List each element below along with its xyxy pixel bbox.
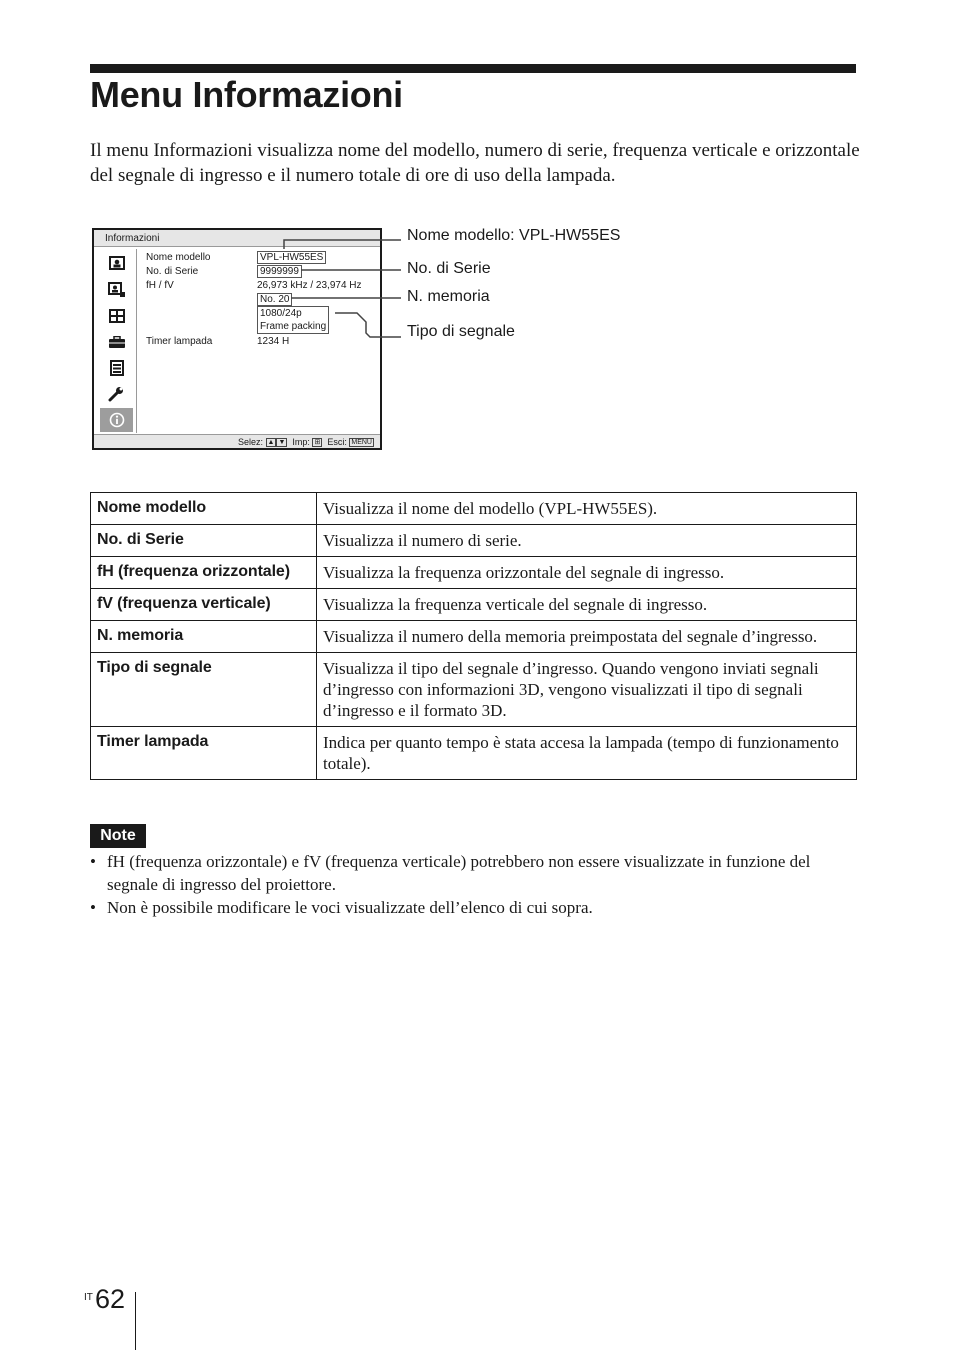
row-desc: Visualizza il numero della memoria preimpostata del segnale d’ingresso. (317, 621, 857, 653)
page-number: 62 (95, 1284, 126, 1314)
osd-value-memory: No. 20 (257, 293, 292, 306)
osd-value-signal-line1: 1080/24p (260, 308, 302, 319)
row-desc: Visualizza il nome del modello (VPL-HW55ES). (317, 493, 857, 525)
osd-label-model: Nome modello (146, 252, 211, 263)
table-row (91, 557, 857, 589)
osd-value-lamp: 1234 H (257, 336, 290, 347)
callout-model: Nome modello: VPL-HW55ES (407, 227, 621, 244)
row-term: N. memoria (91, 621, 317, 653)
row-term: fV (frequenza verticale) (91, 589, 317, 621)
table-row (91, 525, 857, 557)
osd-value-serial: 9999999 (257, 265, 302, 278)
callout-serial: No. di Serie (407, 260, 491, 277)
row-desc: Visualizza il tipo del segnale d’ingresso. Quando vengono inviati segnali d’ingresso con informazioni 3D, vengono visualizzati il tipo di segnali d’ingresso e il formato 3D. (317, 653, 857, 727)
note-badge: Note (90, 824, 146, 848)
page-title: Menu Informazioni (90, 74, 403, 115)
table-row (91, 589, 857, 621)
row-term: Nome modello (91, 493, 317, 525)
table-row (91, 493, 857, 525)
menu-key-icon: MENU (351, 439, 372, 446)
osd-label-lamp: Timer lampada (146, 336, 213, 347)
row-term: Tipo di segnale (91, 653, 317, 727)
intro-paragraph: Il menu Informazioni visualizza nome del modello, numero di serie, frequenza verticale e orizzontale del segnale di ingresso e il numero totale di ore di uso della lampada. (90, 140, 860, 186)
info-table (90, 492, 857, 780)
row-term: fH (frequenza orizzontale) (91, 557, 317, 589)
osd-value-freq: 26,973 kHz / 23,974 Hz (257, 280, 362, 291)
osd-footer-enter: Imp: (292, 437, 310, 447)
row-desc: Indica per quanto tempo è stata accesa la lampada (tempo di funzionamento totale). (317, 727, 857, 780)
enter-key-icon: ⊞ (314, 439, 321, 446)
osd-header: Informazioni (94, 230, 380, 247)
page-number-rule (135, 1292, 136, 1350)
osd-footer-select: Selez: (238, 437, 264, 447)
row-desc: Visualizza la frequenza verticale del segnale di ingresso. (317, 589, 857, 621)
table-row (91, 727, 857, 780)
row-desc: Visualizza la frequenza orizzontale del segnale di ingresso. (317, 557, 857, 589)
osd-value-signal-line2: Frame packing (260, 321, 327, 332)
table-row (91, 653, 857, 727)
osd-footer-exit: Esci: (327, 437, 347, 447)
osd-label-serial: No. di Serie (146, 266, 199, 277)
row-term: No. di Serie (91, 525, 317, 557)
table-row (91, 621, 857, 653)
list-item: • Non è possibile modificare le voci visualizzate dell’elenco di cui sopra. (90, 896, 860, 919)
callout-memory: N. memoria (407, 288, 490, 305)
callout-signal: Tipo di segnale (407, 323, 515, 340)
list-item: • fH (frequenza orizzontale) e fV (frequenza verticale) potrebbero non essere visualizzate in funzione del segnale di ingresso del proiettore. (90, 850, 860, 896)
row-term: Timer lampada (91, 727, 317, 780)
page-language-code: IT (84, 1292, 93, 1303)
down-arrow-key-icon: ▼ (278, 439, 286, 446)
up-arrow-key-icon: ▲ (267, 439, 275, 446)
notes-list (90, 850, 860, 919)
osd-label-freq: fH / fV (146, 280, 174, 291)
osd-value-model: VPL-HW55ES (257, 251, 326, 264)
row-desc: Visualizza il numero di serie. (317, 525, 857, 557)
